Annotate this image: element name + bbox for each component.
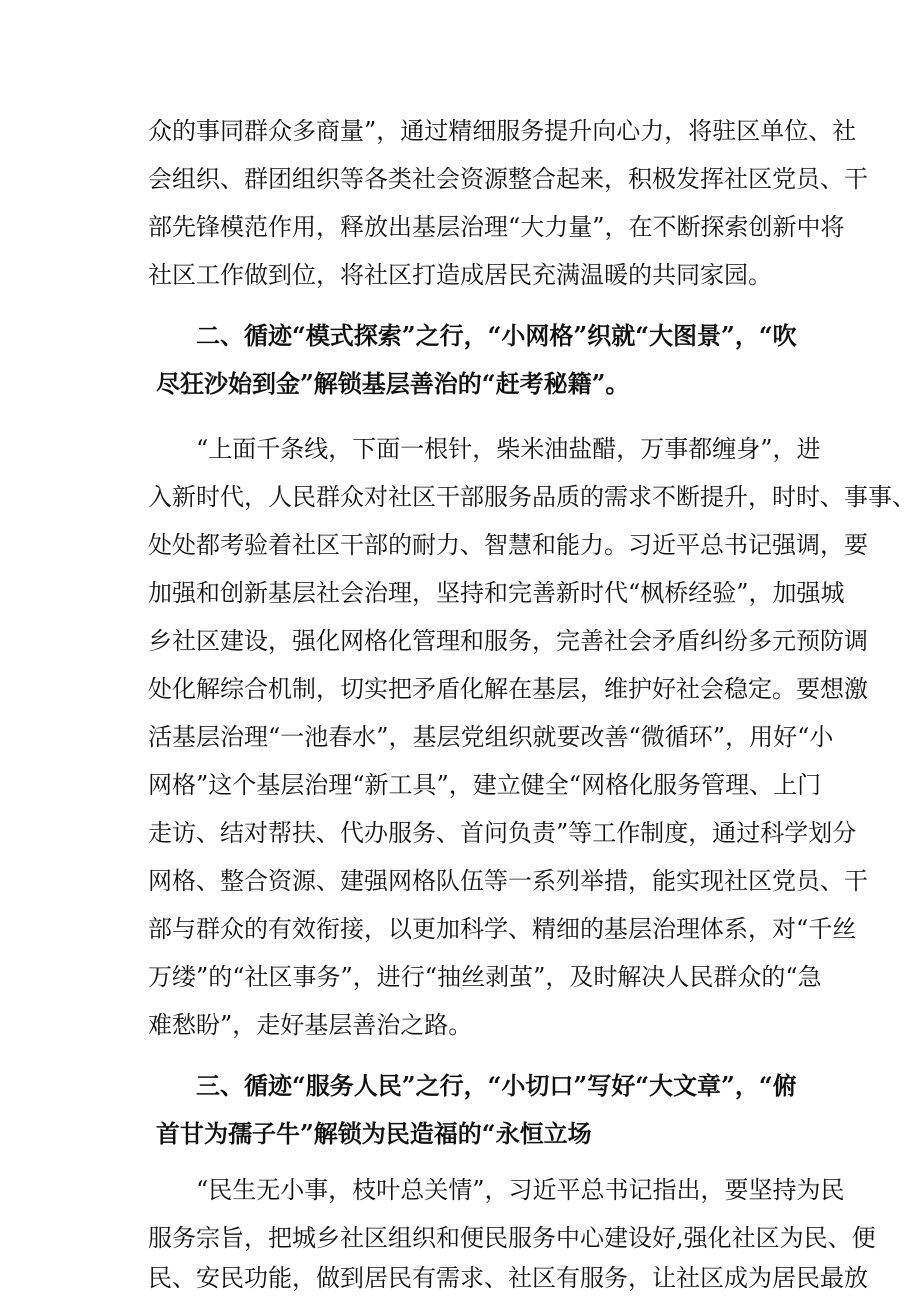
text-line: 走访、结对帮扶、代办服务、首问负责”等工作制度，通过科学划分 [148, 819, 857, 847]
heading-line: 三、循迹“服务人民”之行，“小切口”写好“大文章”，“俯 [196, 1071, 797, 1100]
text-line: 众的事同群众多商量”，通过精细服务提升向心力，将驻区单位、社 [148, 117, 857, 145]
text-line: “民生无小事，枝叶总关情”，习近平总书记指出，要坚持为民 [196, 1176, 845, 1204]
text-line: 网格、整合资源、建强网格队伍等一系列举措，能实现社区党员、干 [148, 867, 868, 895]
text-line: 加强和创新基层社会治理，坚持和完善新时代“枫桥经验”，加强城 [148, 579, 845, 607]
text-line: 网格”这个基层治理“新工具”，建立健全“网格化服务管理、上门 [148, 771, 822, 799]
text-line: 服务宗旨，把城乡社区组织和便民服务中心建设好,强化社区为民、便 [148, 1224, 876, 1252]
heading-line: 首甘为孺子牛”解锁为民造福的“永恒立场 [156, 1119, 592, 1148]
text-line: 部与群众的有效衔接，以更加科学、精细的基层治理体系，对“千丝 [148, 915, 857, 943]
text-line: 部先锋模范作用，释放出基层治理“大力量”，在不断探索创新中将 [148, 213, 845, 241]
text-line: 乡社区建设，强化网格化管理和服务，完善社会矛盾纠纷多元预防调 [148, 627, 868, 655]
heading-line: 尽狂沙始到金”解锁基层善治的“赶考秘籍”。 [156, 369, 630, 398]
text-line: 社区工作做到位，将社区打造成居民充满温暖的共同家园。 [148, 261, 772, 289]
text-line: 活基层治理“一池春水”，基层党组织就要改善“微循环”，用好“小 [148, 723, 834, 751]
text-line: 万缕”的“社区事务”，进行“抽丝剥茧”，及时解决人民群众的“急 [148, 963, 822, 991]
text-line: 民、安民功能，做到居民有需求、社区有服务，让社区成为居民最放 [148, 1264, 868, 1292]
text-line: 处化解综合机制，切实把矛盾化解在基层，维护好社会稳定。要想激 [148, 675, 868, 703]
text-line: 会组织、群团组织等各类社会资源整合起来，积极发挥社区党员、干 [148, 165, 868, 193]
text-line: 入新时代，人民群众对社区干部服务品质的需求不断提升，时时、事事、 [148, 483, 916, 511]
text-line: 难愁盼”，走好基层善治之路。 [148, 1011, 473, 1039]
text-line: “上面千条线，下面一根针，柴米油盐醋，万事都缠身”，进 [196, 435, 821, 463]
heading-line: 二、循迹“模式探索”之行，“小网格”织就“大图景”，“吹 [196, 321, 797, 350]
text-line: 处处都考验着社区干部的耐力、智慧和能力。习近平总书记强调，要 [148, 531, 868, 559]
